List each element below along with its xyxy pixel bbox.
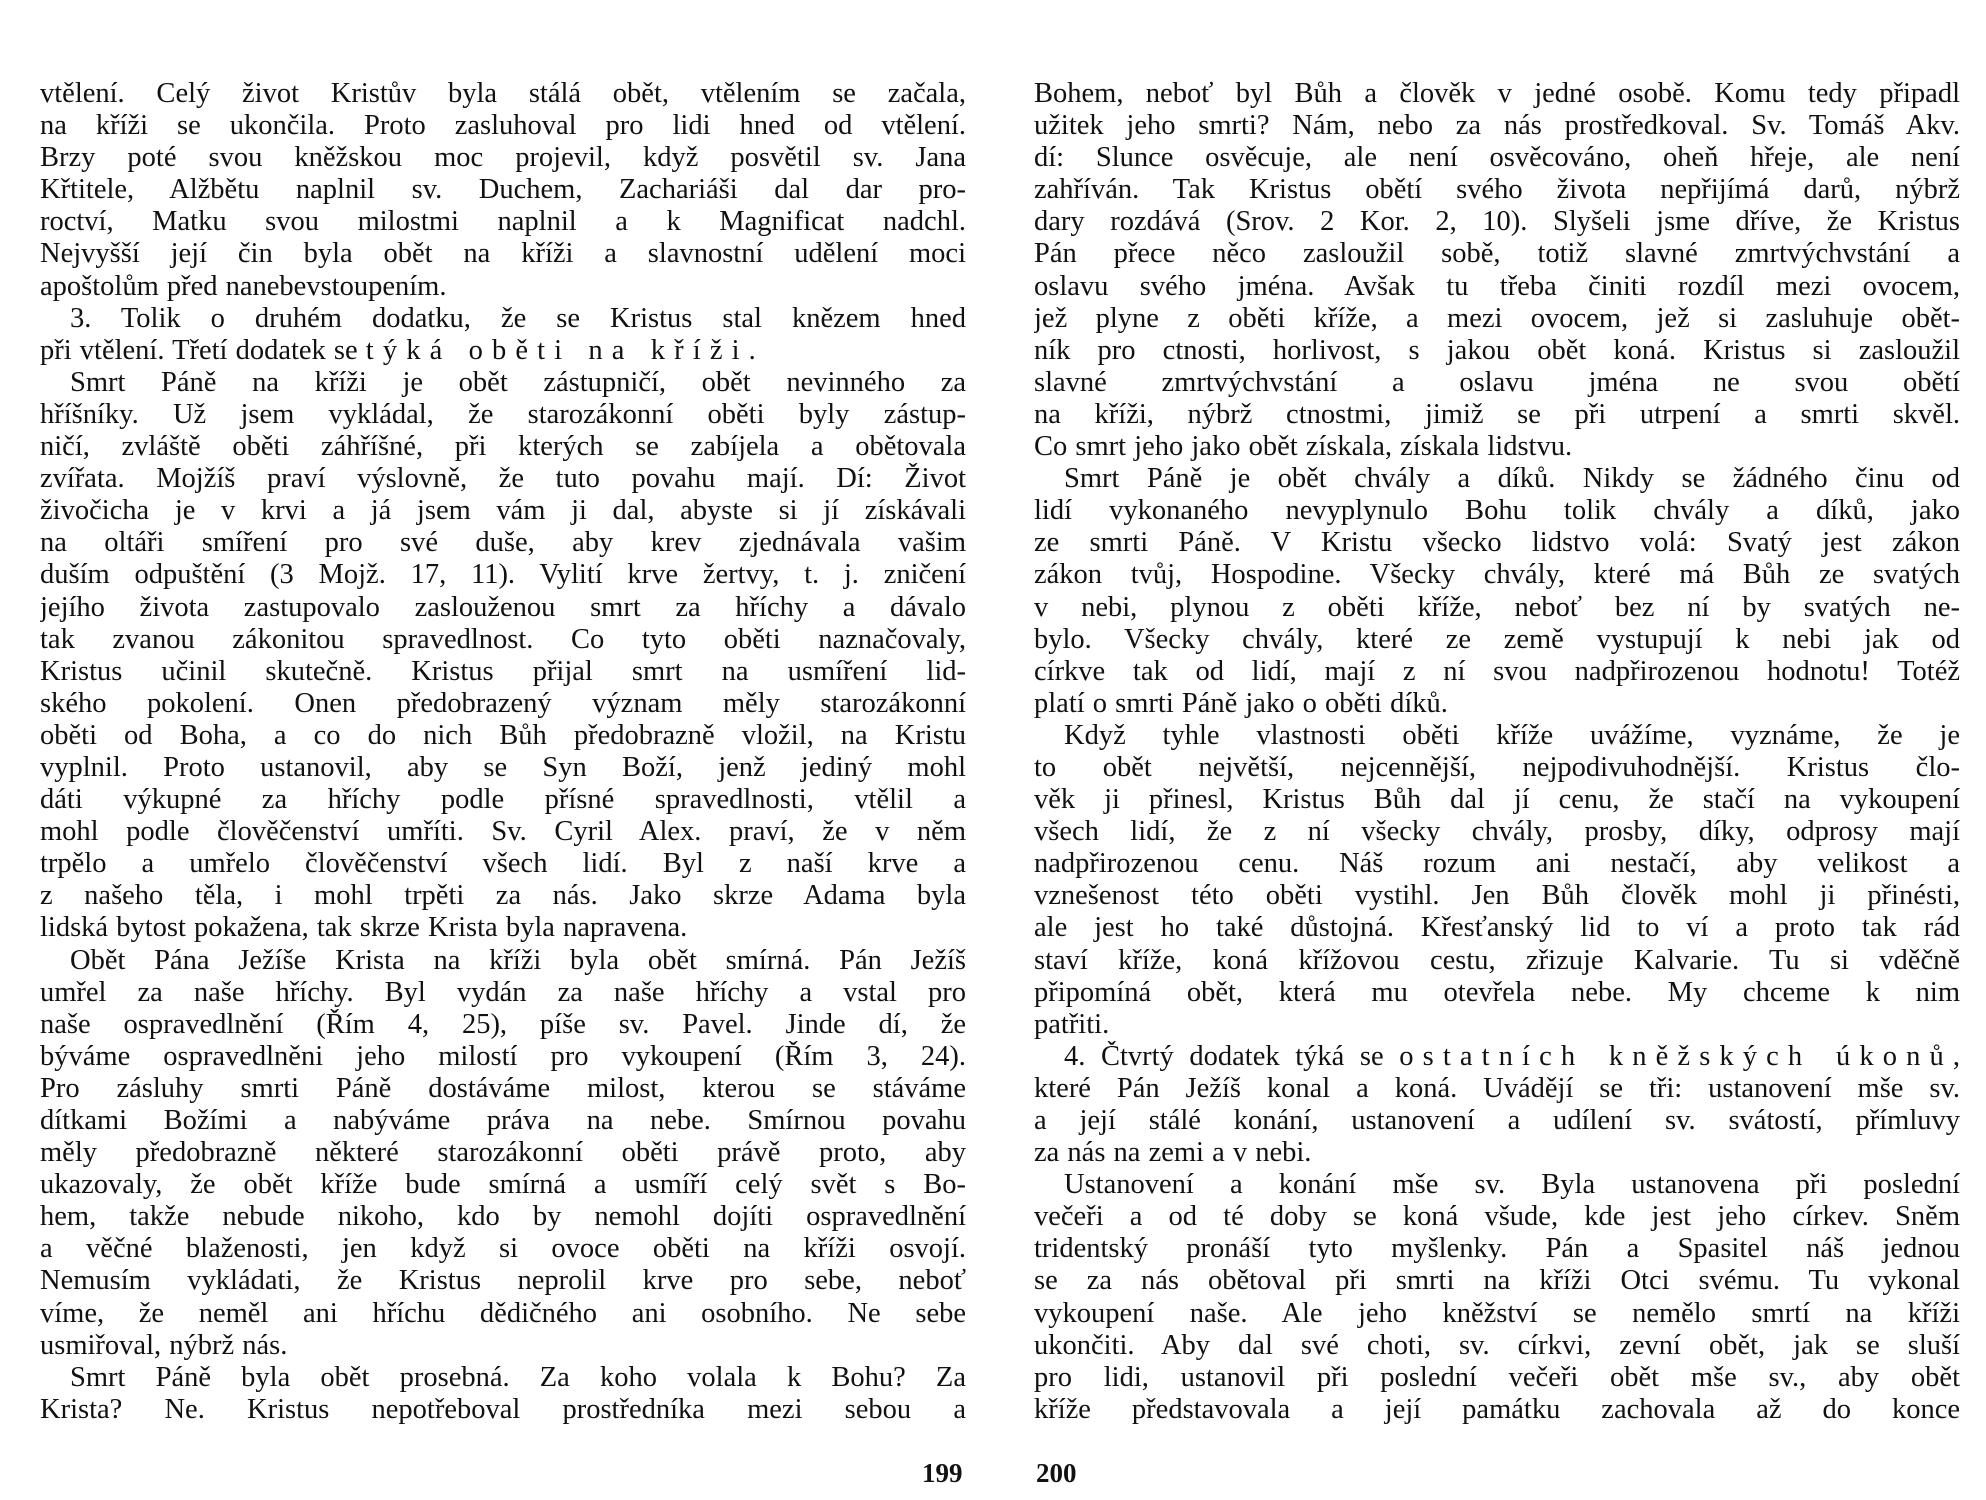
text-line: dí: Slunce osvěcuje, ale není osvěcováno, oheň hřeje, ale není: [1034, 142, 1960, 174]
text-line: Brzy poté svou kněžskou moc projevil, když posvětil sv. Jana: [40, 142, 966, 174]
text-line: patřiti.: [1034, 1008, 1110, 1040]
text-line: Nemusím vykládati, že Kristus neprolil krve pro sebe, neboť: [40, 1265, 966, 1297]
text-line: nadpřirozenou cenu. Náš rozum ani nestačí, aby velikost a: [1034, 848, 1960, 880]
emphasized-text: ostatních kněžských úkonů: [1399, 1040, 1953, 1072]
text-line: Co smrt jeho jako obět získala, získala lidstvu.: [1034, 431, 1573, 463]
text-line: tridentský pronáší tyto myšlenky. Pán a Spasitel náš jednou: [1034, 1233, 1960, 1265]
text-line: dítkami Božími a nabýváme práva na nebe. Smírnou povahu: [40, 1105, 966, 1136]
paragraph: [40, 1362, 966, 1426]
text-line: usmiřoval, nýbrž nás.: [40, 1329, 288, 1361]
text-line: [1034, 1041, 1960, 1073]
text-line: jejího života zastupovalo zaslouženou smrt za hříchy a dávalo: [40, 591, 966, 623]
text-line: za nás na zemi a v nebi.: [1034, 1137, 1312, 1169]
text-line: na oltáři smíření pro své duše, aby krev zjednávala vašim: [40, 527, 966, 559]
paragraph: [1034, 78, 1960, 463]
text-line: se za nás obětoval při smrti na kříži Otci svému. Tu vykonal: [1034, 1265, 1960, 1297]
text-line: staví kříže, koná křížovou cestu, zřizuje Kalvarie. Tu si vděčně: [1034, 944, 1960, 976]
text-line: ničí, zvláště oběti záhříšné, při kterých se zabíjela a obětovala: [40, 431, 966, 463]
text-line: víme, že neměl ani hříchu dědičného ani osobního. Ne sebe: [40, 1297, 966, 1329]
text-line: naše ospravedlnění (Řím 4, 25), píše sv. Pavel. Jinde dí, že: [40, 1008, 966, 1040]
text-line: slavné zmrtvýchvstání a oslavu jména ne svou obětí: [1034, 366, 1960, 398]
text-segment: při vtělení. Třetí dodatek se: [40, 334, 366, 366]
text-line: zahříván. Tak Kristus obětí svého života nepřijímá darů, nýbrž: [1034, 174, 1960, 206]
text-line: lidí vykonaného nevyplynulo Bohu tolik chvály a díků, jako: [1034, 495, 1960, 527]
text-line: církve tak od lidí, mají z ní svou nadpřirozenou hodnotu! Totéž: [1034, 655, 1960, 687]
text-line: zákon tvůj, Hospodine. Všecky chvály, které má Bůh ze svatých: [1034, 559, 1960, 591]
paragraph: [40, 945, 966, 1362]
text-line: ník pro ctnosti, horlivost, s jakou obět koná. Kristus si zasloužil: [1034, 334, 1960, 366]
page-199-text: [40, 78, 966, 1426]
text-line: zvířata. Mojžíš praví výslovně, že tuto povahu mají. Dí: Život: [40, 463, 966, 495]
text-line: kříže představovala a její památku zachovala až do konce: [1034, 1393, 1960, 1425]
text-line: [40, 335, 966, 367]
text-line: Pán přece něco zasloužil sobě, totiž slavné zmrtvýchvstání a: [1034, 238, 1960, 270]
text-line: a věčné blaženosti, jen když si ovoce oběti na kříži osvojí.: [40, 1233, 966, 1265]
paragraph: [1034, 1169, 1960, 1426]
text-line: dáti výkupné za hříchy podle přísné spravedlnosti, vtělil a: [40, 784, 966, 816]
text-line: na kříži se ukončila. Proto zasluhoval pro lidi hned od vtělení.: [40, 110, 966, 142]
text-line: mohl podle člověčenství umříti. Sv. Cyril Alex. praví, že v něm: [40, 816, 966, 848]
text-line: měly předobrazně některé starozákonní oběti právě proto, aby: [40, 1137, 966, 1169]
page-number-left: 199: [922, 1458, 963, 1488]
text-line: Bohem, neboť byl Bůh a člověk v jedné osobě. Komu tedy připadl: [1034, 78, 1960, 109]
text-line: oběti od Boha, a co do nich Bůh předobrazně vložil, na Kristu: [40, 719, 966, 751]
text-segment: 4. Čtvrtý dodatek týká se: [1064, 1040, 1400, 1072]
paragraph: [40, 303, 966, 367]
text-line: platí o smrti Páně jako o oběti díků.: [1034, 687, 1448, 719]
text-line: Ustanovení a konání mše sv. Byla ustanovena při poslední: [1064, 1169, 1960, 1201]
paragraph: [1034, 463, 1960, 720]
text-line: bylo. Všecky chvály, které ze země vystupují k nebi jak od: [1034, 623, 1960, 655]
text-line: býváme ospravedlněni jeho milostí pro vykoupení (Řím 3, 24).: [40, 1040, 966, 1072]
text-line: vznešenost této oběti vystihl. Jen Bůh člověk mohl ji přinésti,: [1034, 880, 1960, 912]
text-line: ukazovaly, že obět kříže bude smírná a usmíří celý svět s Bo-: [40, 1169, 966, 1201]
text-line: roctví, Matku svou milostmi naplnil a k Magnificat nadchl.: [40, 206, 966, 238]
text-line: z našeho těla, i mohl trpěti za nás. Jako skrze Adama byla: [40, 880, 966, 912]
text-line: věk ji přinesl, Kristus Bůh dal jí cenu, že stačí na vykoupení: [1034, 784, 1960, 816]
text-line: Smrt Páně byla obět prosebná. Za koho volala k Bohu? Za: [70, 1361, 966, 1393]
emphasized-text: týká oběti na kříži: [365, 334, 749, 366]
paragraph: [40, 367, 966, 945]
text-line: ze smrti Páně. V Kristu všecko lidstvo volá: Svatý jest zákon: [1034, 527, 1960, 559]
text-line: umřel za naše hříchy. Byl vydán za naše hříchy a vstal pro: [40, 976, 966, 1008]
text-line: Krista? Ne. Kristus nepotřeboval prostředníka mezi sebou a: [40, 1393, 966, 1425]
text-line: dary rozdává (Srov. 2 Kor. 2, 10). Slyšeli jsme dříve, že Kristus: [1034, 206, 1960, 238]
text-line: v nebi, plynou z oběti kříže, neboť bez ní by svatých ne-: [1034, 591, 1960, 623]
page-200-text: [1034, 78, 1960, 1426]
text-line: večeři a od té doby se koná všude, kde jest jeho církev. Sněm: [1034, 1201, 1960, 1233]
text-line: ukončiti. Aby dal své choti, sv. církvi, zevní obět, jak se sluší: [1034, 1329, 1960, 1361]
text-line: Kristus učinil skutečně. Kristus přijal smrt na usmíření lid-: [40, 655, 966, 687]
text-segment: .: [748, 334, 756, 366]
text-line: Pro zásluhy smrti Páně dostáváme milost, kterou se stáváme: [40, 1072, 966, 1104]
text-line: živočicha je v krvi a já jsem vám ji dal, abyste si jí získávali: [40, 495, 966, 527]
text-line: vykoupení naše. Ale jeho kněžství se nemělo smrtí na kříži: [1034, 1297, 1960, 1329]
text-line: Když tyhle vlastnosti oběti kříže uvážíme, vyznáme, že je: [1064, 719, 1960, 751]
text-line: 3. Tolik o druhém dodatku, že se Kristus stal knězem hned: [70, 302, 966, 334]
text-line: na kříži, nýbrž ctnostmi, jimiž se při utrpení a smrti skvěl.: [1034, 398, 1960, 430]
text-line: duším odpuštění (3 Mojž. 17, 11). Vylití krve žertvy, t. j. zničení: [40, 559, 966, 591]
text-line: lidská bytost pokažena, tak skrze Krista byla napravena.: [40, 912, 688, 944]
text-line: hem, takže nebude nikoho, kdo by nemohl dojíti ospravedlnění: [40, 1201, 966, 1233]
paragraph: [1034, 1041, 1960, 1169]
text-line: pro lidi, ustanovil při poslední večeři obět mše sv., aby obět: [1034, 1361, 1960, 1393]
text-line: Křtitele, Alžbětu naplnil sv. Duchem, Zachariáši dal dar pro-: [40, 174, 966, 206]
text-line: vyplnil. Proto ustanovil, aby se Syn Boží, jenž jediný mohl: [40, 751, 966, 783]
text-line: hříšníky. Už jsem vykládal, že starozákonní oběti byly zástup-: [40, 398, 966, 430]
text-line: ale jest ho také důstojná. Křesťanský lid to ví a proto tak rád: [1034, 912, 1960, 944]
text-line: všech lidí, že z ní všecky chvály, prosby, díky, odprosy mají: [1034, 816, 1960, 848]
page-number-right: 200: [1036, 1458, 1077, 1488]
paragraph: [1034, 720, 1960, 1041]
text-line: Obět Pána Ježíše Krista na kříži byla obět smírná. Pán Ježíš: [70, 944, 966, 976]
text-line: vtělení. Celý život Kristův byla stálá obět, vtělením se začala,: [40, 78, 966, 109]
text-line: trpělo a umřelo člověčenství všech lidí. Byl z naší krve a: [40, 848, 966, 880]
text-line: Nejvyšší její čin byla obět na kříži a slavnostní udělení moci: [40, 238, 966, 270]
text-line: užitek jeho smrti? Nám, nebo za nás prostředkoval. Sv. Tomáš Akv.: [1034, 110, 1960, 142]
text-line: jež plyne z oběti kříže, a mezi ovocem, jež si zasluhuje obět-: [1034, 302, 1960, 334]
text-line: tak zvanou zákonitou spravedlnost. Co tyto oběti naznačovaly,: [40, 623, 966, 655]
text-line: ského pokolení. Onen předobrazený význam měly starozákonní: [40, 687, 966, 719]
text-segment: ,: [1952, 1040, 1960, 1072]
text-line: apoštolům před nanebevstoupením.: [40, 270, 447, 302]
text-line: které Pán Ježíš konal a koná. Uvádějí se tři: ustanovení mše sv.: [1034, 1072, 1960, 1104]
text-line: Smrt Páně na kříži je obět zástupničí, obět nevinného za: [70, 366, 966, 398]
paragraph: [40, 78, 966, 303]
text-line: a její stálé konání, ustanovení a udílení sv. svátostí, přímluvy: [1034, 1105, 1960, 1136]
text-line: oslavu svého jména. Avšak tu třeba činiti rozdíl mezi ovocem,: [1034, 270, 1960, 302]
text-line: to obět největší, nejcennější, nejpodivuhodnější. Kristus člo-: [1034, 751, 1960, 783]
text-line: Smrt Páně je obět chvály a díků. Nikdy se žádného činu od: [1064, 463, 1960, 495]
text-line: připomíná obět, která mu otevřela nebe. My chceme k nim: [1034, 976, 1960, 1008]
